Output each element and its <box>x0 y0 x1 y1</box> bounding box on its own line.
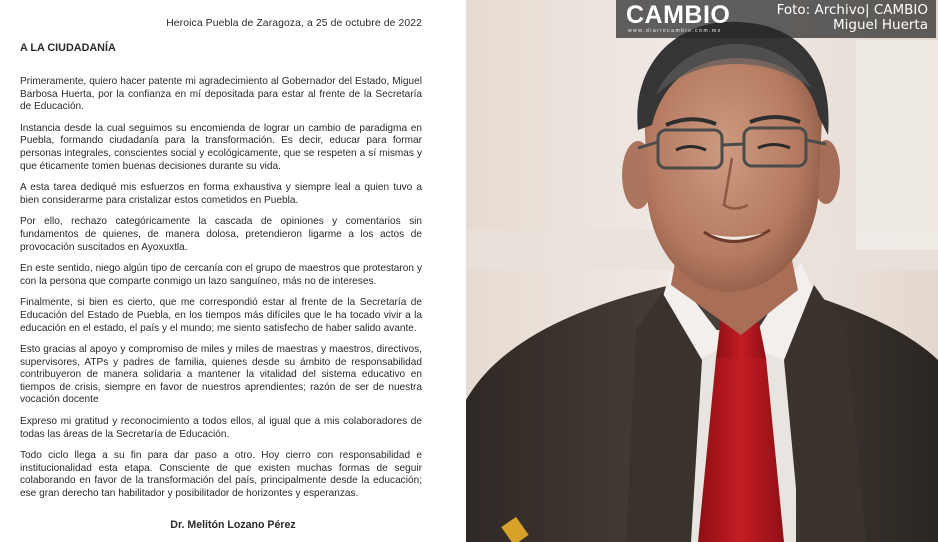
letter-paragraph-3: A esta tarea dediqué mis esfuerzos en forma exhaustiva y siempre leal a quien tuvo a bien considerarme para cristalizar estos cometidos en Puebla. <box>20 182 422 206</box>
portrait-illustration <box>466 0 938 542</box>
letter-paragraph-9: Todo ciclo llega a su fin para dar paso a otro. Hoy cierro con responsabilidad e institucionalidad esta etapa. Consciente de que existen muchas formas de seguir colaborando en favor de la transformación del país, principalmente desde la educación; ese gran derecho tan habilitador y posibilitador de horizontes y esperanzas. <box>20 450 422 500</box>
letter-paragraph-8: Expreso mi gratitud y reconocimiento a todos ellos, al igual que a mis colaboradores de todas las áreas de la Secretaría de Educación. <box>20 416 422 440</box>
portrait-photo <box>466 0 938 542</box>
letter-signature: Dr. Melitón Lozano Pérez <box>170 518 296 531</box>
photo-watermark-banner <box>616 0 936 38</box>
letter-salutation: A LA CIUDADANÍA <box>20 42 116 54</box>
letter-date-line: Heroica Puebla de Zaragoza, a 25 de octubre de 2022 <box>166 18 422 29</box>
letter-paragraph-7: Esto gracias al apoyo y compromiso de miles y miles de maestras y maestros, directivos, supervisores, ATPs y padres de familia, quienes desde su ámbito de responsabilidad contribuyeron de manera solidaria a mantener la vitalidad del sistema educativo en tiempos de crisis, siempre en favor de nuestros aprendientes; razón de ser de nuestra vocación docente <box>20 344 422 406</box>
letter-paragraph-5: En este sentido, niego algún tipo de cercanía con el grupo de maestros que protestaron y con la persona que comparte conmigo un lazo sanguíneo, más no de intereses. <box>20 263 422 287</box>
letter-paragraph-2: Instancia desde la cual seguimos su encomienda de lograr un cambio de paradigma en Puebla, formando ciudadanía para la transformación. Es decir, educar para formar personas integrales, conscientes social y ecológicamente, que se respeten a sí mismas y que éticamente tomen buenas decisiones durante su vida. <box>20 122 422 172</box>
letter-paragraph-6: Finalmente, si bien es cierto, que me correspondió estar al frente de la Secretaría de Educación del Estado de Puebla, en los tiempos más difíciles que le ha tocado vivir a la educación en el estado, el país y el mundo; me siento satisfecho de haber salido avante. <box>20 297 422 334</box>
letter-paragraph-4: Por ello, rechazo categóricamente la cascada de opiniones y comentarios sin fundamentos de quienes, de manera dolosa, pretendieron ligarme a los actos de provocación suscitados en Ayoxuxtla. <box>20 216 422 253</box>
letter-document <box>0 0 462 542</box>
cambio-logo: CAMBIO <box>626 1 731 29</box>
cambio-url: www.diariocambio.com.mx <box>628 28 722 34</box>
letter-paragraph-1: Primeramente, quiero hacer patente mi agradecimiento al Gobernador del Estado, Miguel Barbosa Huerta, por la confianza en mí depositada para estar al frente de la Secretaría de Educación. <box>20 76 422 113</box>
photo-credit <box>777 3 928 33</box>
background-window <box>856 40 938 250</box>
photo-credit-line-1: Foto: Archivo| CAMBIO <box>776 2 928 18</box>
photo-credit-line-2: Miguel Huerta <box>832 17 928 33</box>
glasses-bridge <box>722 144 744 145</box>
